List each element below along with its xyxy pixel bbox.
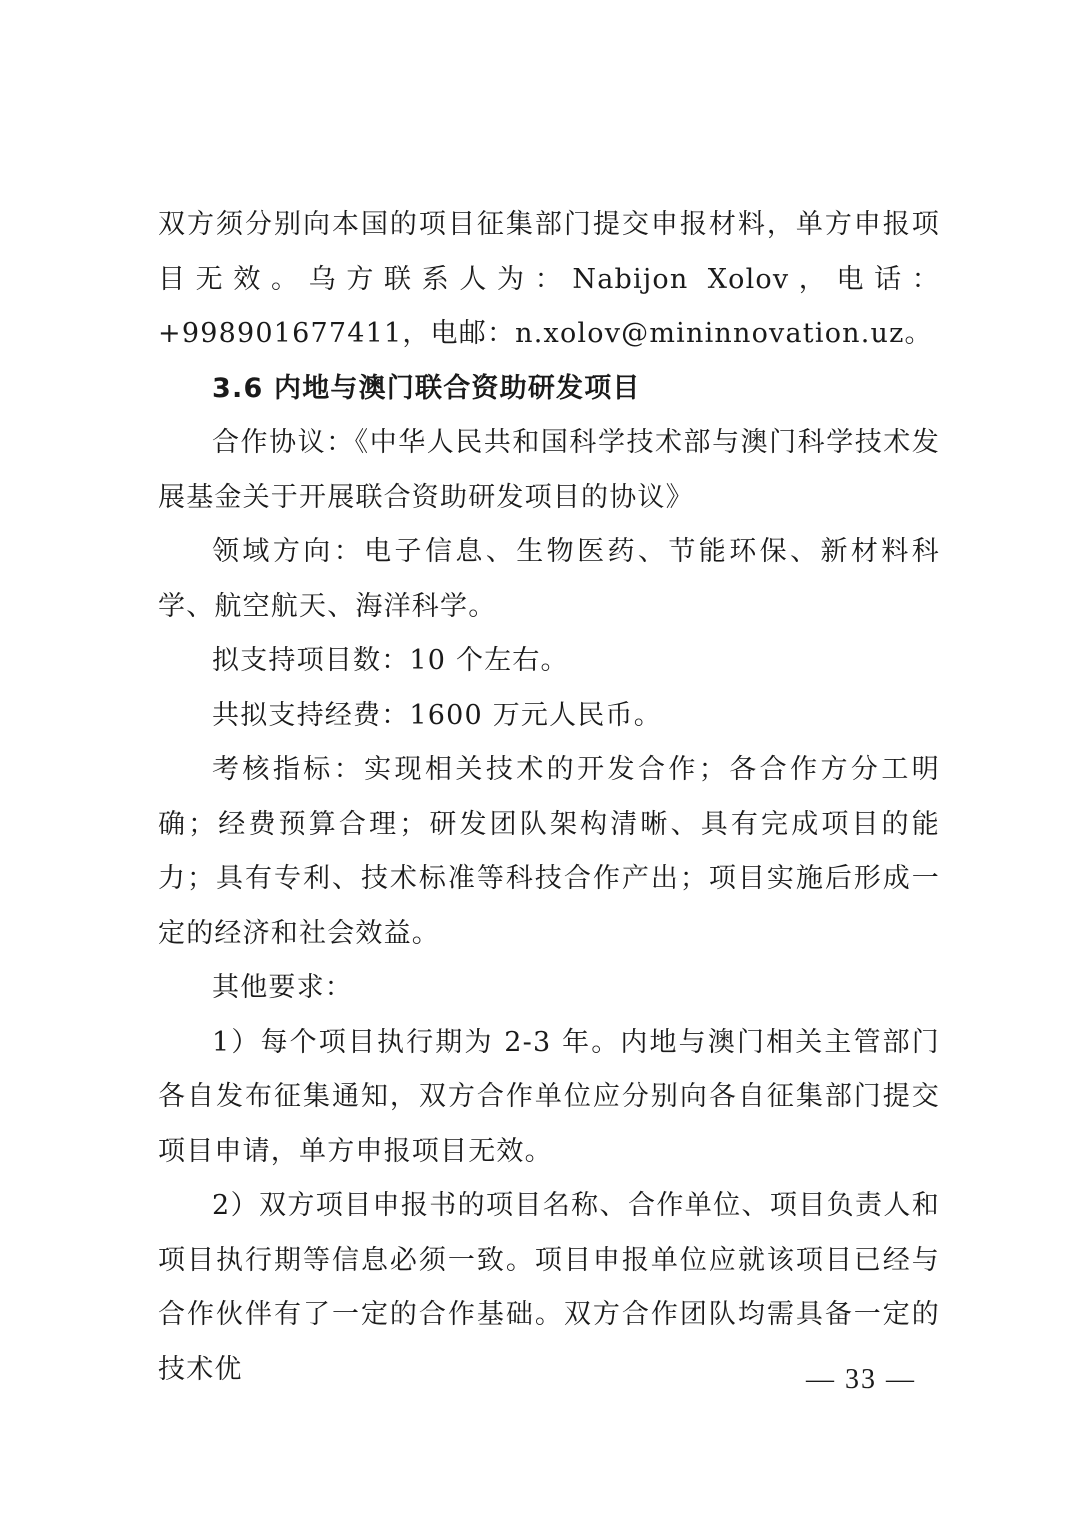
requirement-2-paragraph: 2）双方项目申报书的项目名称、合作单位、项目负责人和项目执行期等信息必须一致。项目申报单位应就该项目已经与合作伙伴有了一定的合作基础。双方合作团队均需具备一定的技术优	[158, 1190, 940, 1385]
page-number: — 33 —	[806, 1364, 916, 1395]
continuation-paragraph: 双方须分别向本国的项目征集部门提交申报材料，单方申报项目无效。乌方联系人为：Nabijon Xolov，电话：+998901677411，电邮：n.xolov@mininnovation.uz。	[158, 209, 940, 349]
section-heading: 3.6 内地与澳门联合资助研发项目	[212, 372, 641, 404]
assessment-paragraph: 考核指标：实现相关技术的开发合作；各合作方分工明确；经费预算合理；研发团队架构清晰、具有完成项目的能力；具有专利、技术标准等科技合作产出；项目实施后形成一定的经济和社会效益。	[158, 754, 940, 949]
cooperation-agreement-paragraph: 合作协议：《中华人民共和国科学技术部与澳门科学技术发展基金关于开展联合资助研发项目的协议》	[158, 427, 940, 513]
other-requirements-label: 其他要求：	[212, 972, 353, 1003]
project-count-paragraph: 拟支持项目数：10 个左右。	[212, 645, 569, 676]
funding-paragraph: 共拟支持经费：1600 万元人民币。	[212, 699, 662, 731]
requirement-1-paragraph: 1）每个项目执行期为 2-3 年。内地与澳门相关主管部门各自发布征集通知，双方合作单位应分别向各自征集部门提交项目申请，单方申报项目无效。	[158, 1026, 940, 1167]
fields-paragraph: 领域方向：电子信息、生物医药、节能环保、新材料科学、航空航天、海洋科学。	[158, 536, 940, 622]
document-body	[158, 198, 940, 1397]
